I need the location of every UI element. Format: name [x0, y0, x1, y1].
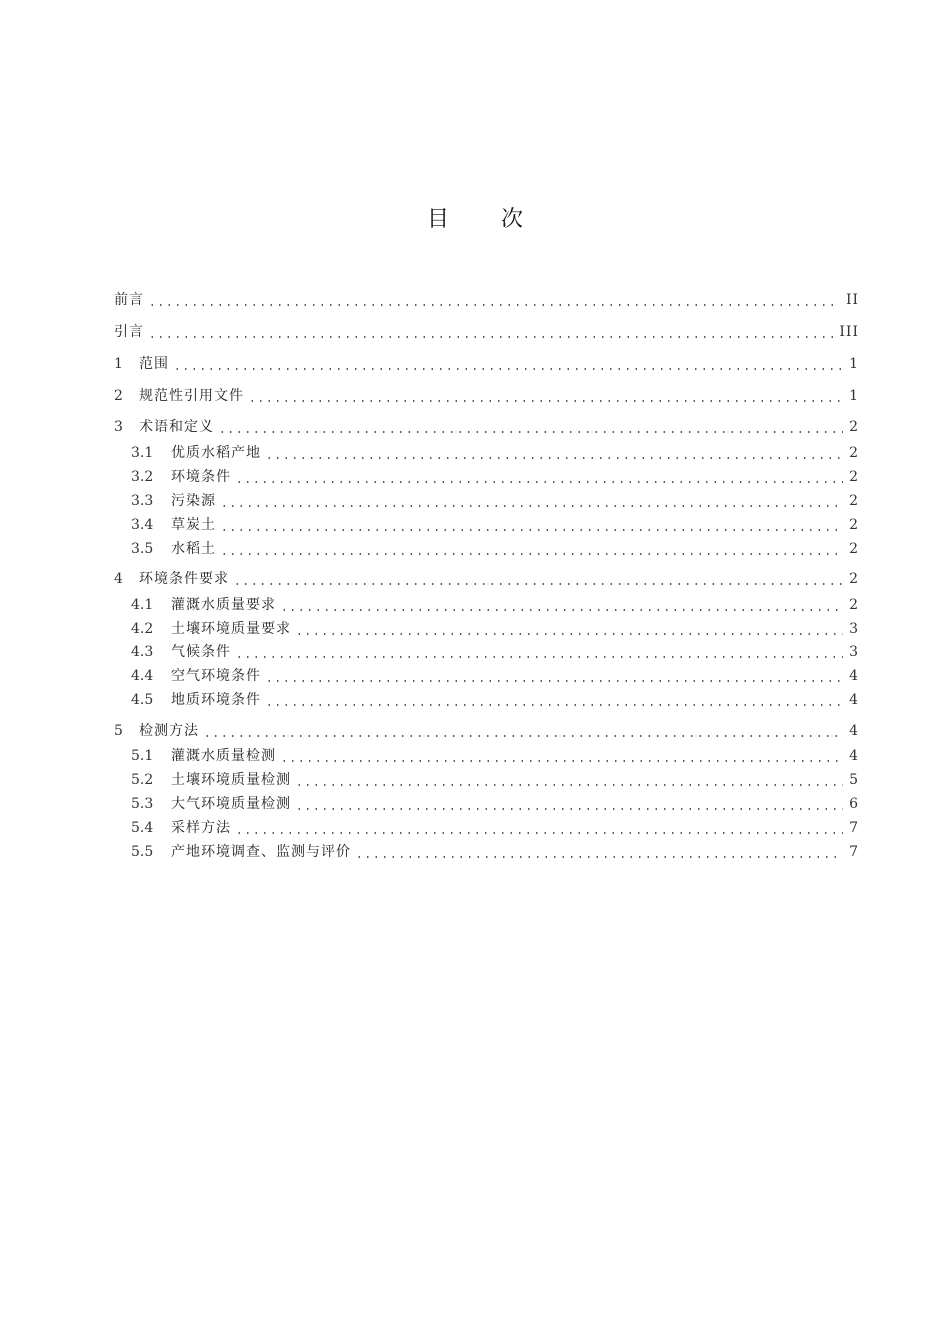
toc-entry-label: 范围 — [139, 356, 169, 372]
toc-entry-number: 5.1 — [131, 748, 154, 764]
toc-entry-label: 地质环境条件 — [171, 692, 261, 708]
dot-leader — [203, 721, 843, 741]
toc-entry-number: 4.5 — [131, 692, 154, 708]
toc-entry-number: 5.3 — [131, 796, 154, 812]
toc-entry[interactable] — [114, 290, 859, 310]
dot-leader — [220, 491, 843, 511]
toc-entry-number: 3.1 — [131, 445, 154, 461]
toc-entry-label: 检测方法 — [139, 723, 199, 739]
toc-entry[interactable] — [131, 443, 859, 463]
toc-entry-label: 规范性引用文件 — [139, 388, 244, 404]
page-title — [0, 202, 950, 233]
dot-leader — [280, 746, 843, 766]
toc-entry-page-number: 4 — [849, 668, 859, 684]
toc-entry[interactable] — [114, 569, 859, 589]
dot-leader — [148, 322, 833, 342]
toc-entry[interactable] — [114, 386, 859, 406]
toc-entry[interactable] — [131, 770, 859, 790]
toc-entry-label: 气候条件 — [171, 644, 231, 660]
toc-entry-number: 3.2 — [131, 469, 154, 485]
dot-leader — [265, 443, 843, 463]
toc-entry[interactable] — [131, 642, 859, 662]
toc-entry-page-number: 2 — [849, 597, 859, 613]
toc-entry-number: 1 — [114, 356, 123, 372]
dot-leader — [235, 818, 843, 838]
toc-entry-label: 引言 — [114, 324, 144, 340]
toc-entry-page-number: 2 — [849, 469, 859, 485]
dot-leader — [220, 539, 843, 559]
toc-entry-number: 4.1 — [131, 597, 154, 613]
dot-leader — [235, 467, 843, 487]
toc-entry[interactable] — [131, 467, 859, 487]
toc-entry[interactable] — [131, 666, 859, 686]
toc-entry-label: 环境条件要求 — [139, 571, 229, 587]
toc-entry-page-number: 2 — [849, 419, 859, 435]
toc-entry-label: 水稻土 — [171, 541, 216, 557]
dot-leader — [173, 354, 843, 374]
toc-entry[interactable] — [131, 491, 859, 511]
toc-entry-page-number: 2 — [849, 571, 859, 587]
toc-entry-label: 草炭土 — [171, 517, 216, 533]
toc-entry-number: 3.4 — [131, 517, 154, 533]
dot-leader — [295, 770, 843, 790]
toc-entry[interactable] — [131, 619, 859, 639]
toc-entry-page-number: 5 — [849, 772, 859, 788]
toc-entry-label: 术语和定义 — [139, 419, 214, 435]
toc-entry-page-number: 1 — [849, 388, 859, 404]
toc-entry-page-number: 2 — [849, 445, 859, 461]
toc-entry-label: 灌溉水质量要求 — [171, 597, 276, 613]
toc-entry-label: 采样方法 — [171, 820, 231, 836]
toc-entry[interactable] — [131, 746, 859, 766]
toc-entry-page-number: III — [839, 324, 859, 340]
toc-entry-page-number: 4 — [849, 748, 859, 764]
dot-leader — [280, 595, 843, 615]
toc-entry-label: 前言 — [114, 292, 144, 308]
toc-entry[interactable] — [114, 322, 859, 342]
toc-entry-number: 2 — [114, 388, 123, 404]
toc-entry-number: 3.3 — [131, 493, 154, 509]
toc-entry-page-number: 3 — [849, 621, 859, 637]
toc-entry-page-number: 4 — [849, 692, 859, 708]
toc-entry-page-number: 7 — [849, 844, 859, 860]
toc-entry[interactable] — [114, 354, 859, 374]
toc-entry-label: 土壤环境质量检测 — [171, 772, 291, 788]
toc-entry-number: 5.5 — [131, 844, 154, 860]
toc-entry[interactable] — [131, 690, 859, 710]
toc-entry-label: 土壤环境质量要求 — [171, 621, 291, 637]
dot-leader — [295, 794, 843, 814]
toc-entry-page-number: 2 — [849, 541, 859, 557]
toc-entry-page-number: 7 — [849, 820, 859, 836]
toc-entry-number: 4.4 — [131, 668, 154, 684]
dot-leader — [218, 417, 843, 437]
toc-entry-page-number: 3 — [849, 644, 859, 660]
toc-entry-page-number: II — [845, 292, 859, 308]
toc-entry-number: 3 — [114, 419, 123, 435]
toc-entry-label: 灌溉水质量检测 — [171, 748, 276, 764]
dot-leader — [248, 386, 843, 406]
toc-entry-page-number: 6 — [849, 796, 859, 812]
toc-entry-number: 5 — [114, 723, 123, 739]
dot-leader — [148, 290, 840, 310]
dot-leader — [265, 666, 843, 686]
toc-entry[interactable] — [131, 794, 859, 814]
toc-entry-label: 空气环境条件 — [171, 668, 261, 684]
toc-entry-label: 优质水稻产地 — [171, 445, 261, 461]
toc-entry[interactable] — [131, 539, 859, 559]
toc-entry-label: 污染源 — [171, 493, 216, 509]
toc-entry-label: 产地环境调查、监测与评价 — [171, 844, 351, 860]
dot-leader — [233, 569, 843, 589]
toc-entry-page-number: 1 — [849, 356, 859, 372]
toc-entry[interactable] — [114, 721, 859, 741]
toc-entry-number: 5.2 — [131, 772, 154, 788]
toc-entry-number: 4 — [114, 571, 123, 587]
toc-entry[interactable] — [131, 842, 859, 862]
toc-entry[interactable] — [131, 515, 859, 535]
toc-entry[interactable] — [131, 595, 859, 615]
toc-entry-number: 3.5 — [131, 541, 154, 557]
dot-leader — [265, 690, 843, 710]
toc-entry-number: 4.2 — [131, 621, 154, 637]
toc-entry-page-number: 2 — [849, 493, 859, 509]
dot-leader — [295, 619, 843, 639]
title-char-2: 次 — [501, 207, 524, 232]
toc-entry-number: 5.4 — [131, 820, 154, 836]
dot-leader — [355, 842, 843, 862]
toc-entry-number: 4.3 — [131, 644, 154, 660]
dot-leader — [235, 642, 843, 662]
toc-entry[interactable] — [131, 818, 859, 838]
title-char-1: 目 — [426, 207, 449, 232]
toc-entry-label: 大气环境质量检测 — [171, 796, 291, 812]
toc-entry[interactable] — [114, 417, 859, 437]
toc-entry-page-number: 2 — [849, 517, 859, 533]
dot-leader — [220, 515, 843, 535]
toc-entry-page-number: 4 — [849, 723, 859, 739]
toc-entry-label: 环境条件 — [171, 469, 231, 485]
